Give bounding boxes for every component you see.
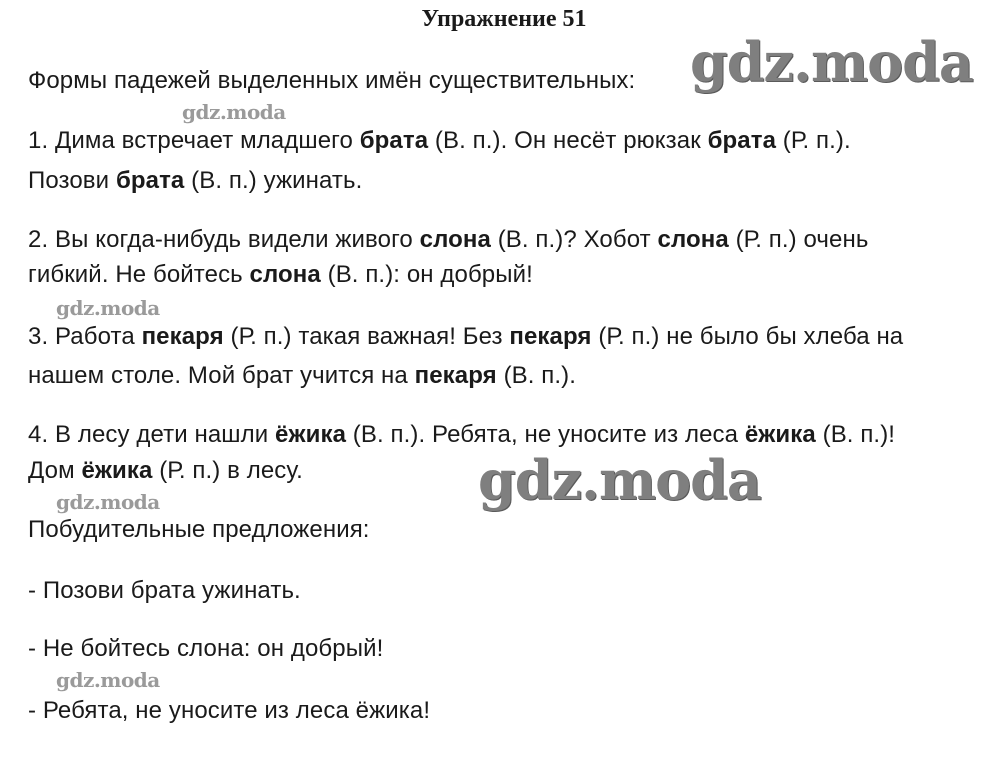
item-4-line-2 <box>28 456 303 486</box>
highlighted-noun: брата <box>707 127 777 154</box>
text-segment: (В. п.). Он несёт рюкзак <box>428 127 708 154</box>
watermark-small: gdz.moda <box>56 490 160 514</box>
highlighted-noun: ёжика <box>744 421 816 448</box>
incentive-sentence: - Ребята, не уносите из леса ёжика! <box>28 697 431 724</box>
highlighted-noun: ёжика <box>275 421 347 448</box>
text-segment: Дима встречает младшего <box>48 127 360 154</box>
text-segment: нашем столе. Мой брат учится на <box>28 362 415 389</box>
item-number: 2. <box>28 226 49 253</box>
highlighted-noun: брата <box>115 167 185 194</box>
item-4-line-1 <box>28 420 895 450</box>
text-segment: (В. п.). <box>496 362 577 389</box>
text-segment: (В. п.). Ребята, не уносите из леса <box>346 421 745 448</box>
item-2-line-1 <box>28 225 868 255</box>
watermark-large: gdz.moda <box>478 448 761 512</box>
text-segment: (Р. п.). <box>776 127 851 154</box>
incentive-sentence: - Не бойтесь слона: он добрый! <box>28 635 384 662</box>
text-segment: Дом <box>28 457 82 484</box>
item-2-line-2 <box>28 260 533 290</box>
watermark-small: gdz.moda <box>56 296 160 320</box>
text-segment: (В. п.) ужинать. <box>184 167 363 194</box>
text-segment: (Р. п.) очень <box>728 226 869 253</box>
text-segment: (В. п.): он добрый! <box>320 261 533 288</box>
item-1-line-2 <box>28 166 362 196</box>
text-segment: гибкий. Не бойтесь <box>28 261 250 288</box>
text-segment: В лесу дети нашли <box>48 421 276 448</box>
highlighted-noun: слона <box>419 226 491 253</box>
watermark-large: gdz.moda <box>690 30 973 94</box>
text-segment: Позови <box>28 167 116 194</box>
exercise-title: Упражнение 51 <box>421 6 587 32</box>
incentive-sentence: - Позови брата ужинать. <box>28 577 301 604</box>
highlighted-noun: слона <box>657 226 729 253</box>
watermark-small: gdz.moda <box>56 668 160 692</box>
item-1-line-1 <box>28 126 851 156</box>
item-number: 1. <box>28 127 49 154</box>
item-number: 3. <box>28 323 49 350</box>
item-3-line-2 <box>28 361 576 391</box>
watermark-small: gdz.moda <box>182 100 286 124</box>
highlighted-noun: ёжика <box>81 457 153 484</box>
highlighted-noun: пекаря <box>141 323 224 350</box>
highlighted-noun: пекаря <box>509 323 592 350</box>
highlighted-noun: слона <box>249 261 321 288</box>
item-3-line-1 <box>28 322 903 352</box>
text-segment: (Р. п.) такая важная! Без <box>223 323 510 350</box>
text-segment: Работа <box>48 323 142 350</box>
text-segment: (Р. п.) не было бы хлеба на <box>591 323 904 350</box>
highlighted-noun: пекаря <box>414 362 497 389</box>
text-segment: (В. п.)? Хобот <box>490 226 658 253</box>
text-segment: (Р. п.) в лесу. <box>152 457 303 484</box>
text-segment: Вы когда-нибудь видели живого <box>48 226 420 253</box>
text-segment: (В. п.)! <box>815 421 896 448</box>
highlighted-noun: брата <box>359 127 429 154</box>
item-number: 4. <box>28 421 49 448</box>
incentive-heading: Побудительные предложения: <box>28 516 370 543</box>
intro-line: Формы падежей выделенных имён существительных: <box>28 67 636 94</box>
